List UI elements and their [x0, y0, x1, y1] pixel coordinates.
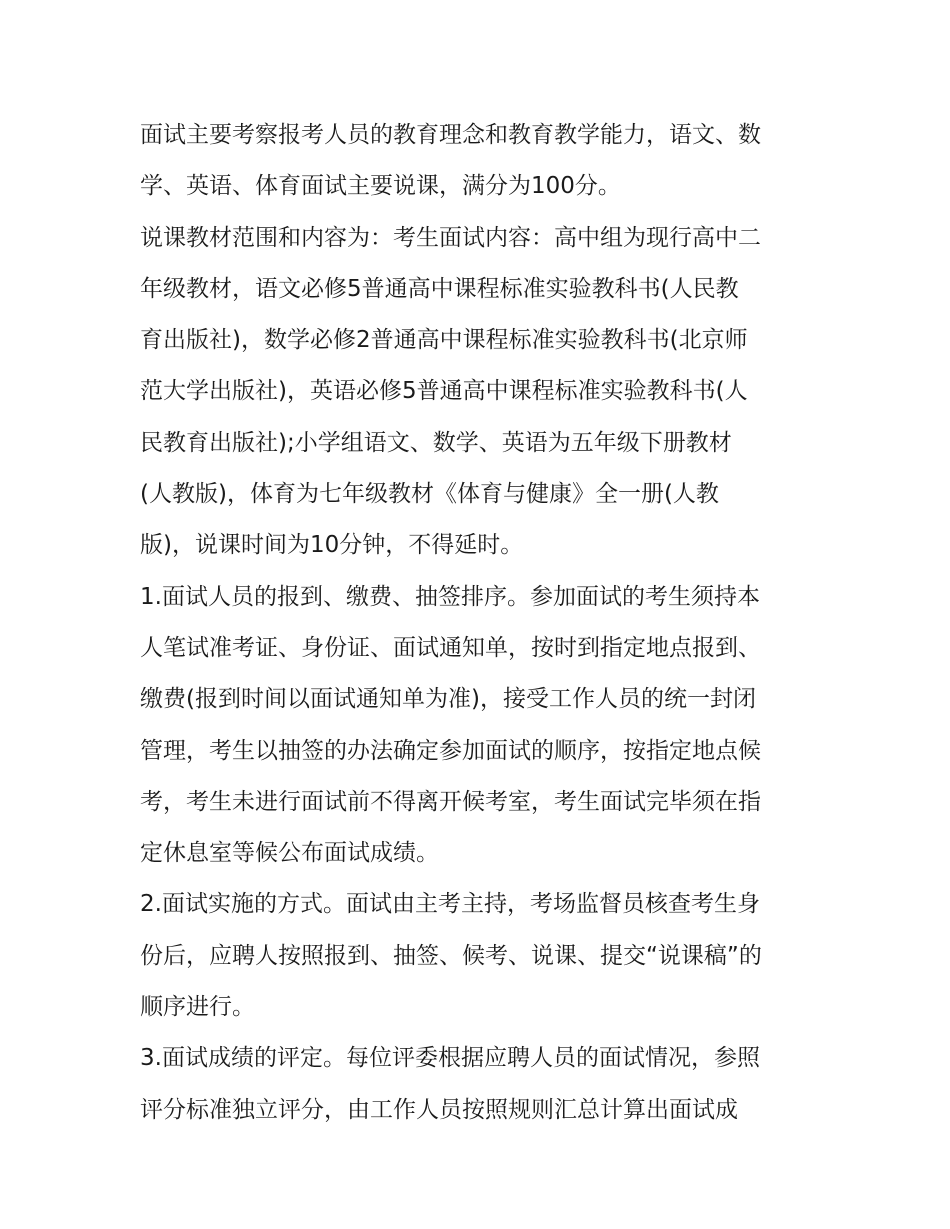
text-line: 人笔试准考证、身份证、面试通知单，按时到指定地点报到、 — [140, 634, 761, 661]
text-line: 面试主要考察报考人员的教育理念和教育教学能力，语文、数 — [140, 122, 761, 148]
text-line: 学、英语、体育面试主要说课，满分为100分。 — [140, 173, 621, 200]
paragraph-item-2 — [140, 879, 816, 1033]
text-line: 范大学出版社)，英语必修5普通高中课程标准实验教科书(人 — [140, 378, 748, 405]
text-line: 管理，考生以抽签的办法确定参加面试的顺序，按指定地点候 — [140, 737, 761, 764]
text-line: (人教版)，体育为七年级教材《体育与健康》全一册(人教 — [140, 481, 719, 508]
paragraph-scope — [140, 213, 816, 572]
text-line: 定休息室等候公布面试成绩。 — [140, 840, 439, 867]
text-line: 版)，说课时间为10分钟，不得延时。 — [140, 532, 524, 559]
text-line: 3.面试成绩的评定。每位评委根据应聘人员的面试情况，参照 — [140, 1045, 760, 1072]
paragraph-item-1 — [140, 572, 816, 880]
paragraph-item-3 — [140, 1033, 816, 1136]
text-line: 考，考生未进行面试前不得离开候考室，考生面试完毕须在指 — [140, 788, 761, 815]
text-line: 2.面试实施的方式。面试由主考主持，考场监督员核查考生身 — [140, 891, 760, 918]
text-line: 顺序进行。 — [140, 994, 255, 1021]
text-line: 育出版社)，数学必修2普通高中课程标准实验教科书(北京师 — [140, 327, 748, 354]
text-line: 说课教材范围和内容为：考生面试内容：高中组为现行高中二 — [140, 224, 761, 251]
text-line: 1.面试人员的报到、缴费、抽签排序。参加面试的考生须持本 — [140, 583, 760, 610]
text-line: 缴费(报到时间以面试通知单为准)，接受工作人员的统一封闭 — [140, 686, 756, 713]
text-line: 民教育出版社);小学组语文、数学、英语为五年级下册教材 — [140, 429, 732, 456]
text-line: 年级教材，语文必修5普通高中课程标准实验教科书(人民教 — [140, 275, 739, 302]
paragraph-intro — [140, 110, 816, 213]
text-line: 份后，应聘人按照报到、抽签、候考、说课、提交“说课稿”的 — [140, 942, 762, 969]
document-body — [140, 110, 816, 1136]
text-line: 评分标准独立评分，由工作人员按照规则汇总计算出面试成 — [140, 1096, 738, 1123]
